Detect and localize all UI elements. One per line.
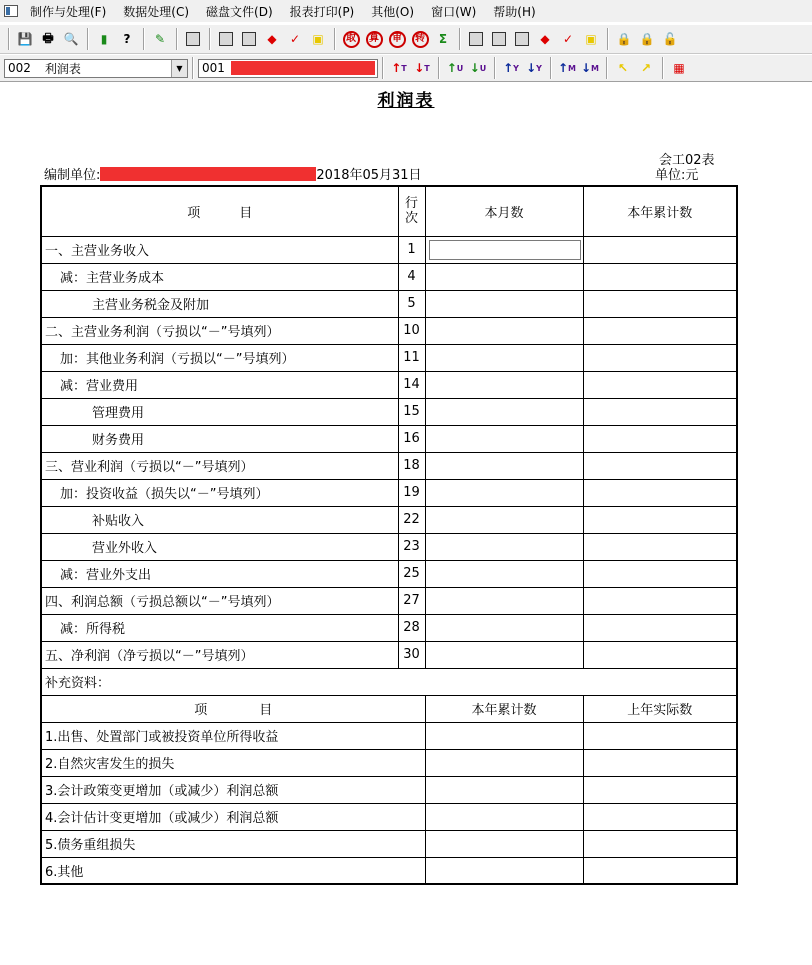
supp-prev-cell[interactable] (583, 722, 737, 749)
supp-ytd-cell[interactable] (425, 776, 583, 803)
menu-make-process[interactable]: 制作与处理(F) (30, 4, 107, 19)
table-row (41, 317, 737, 344)
row-month-cell[interactable] (425, 398, 583, 425)
row-item: 减：主营业务成本 (41, 263, 398, 290)
next-month-icon[interactable]: ↓ M (580, 61, 600, 75)
row-item: 二、主营业务利润（亏损以“－”号填列） (41, 317, 398, 344)
export-icon-2[interactable] (511, 28, 533, 50)
toolbar-separator (143, 28, 145, 50)
row-line: 16 (398, 425, 425, 452)
row-item: 减：所得税 (41, 614, 398, 641)
archive-icon-2[interactable]: ▣ (585, 32, 597, 46)
header-ytd: 本年累计数 (583, 186, 737, 236)
page-title: 利润表 (377, 91, 435, 111)
lock-icon-2[interactable]: 🔒 (639, 32, 655, 46)
export-icon[interactable] (238, 28, 260, 50)
supp-item: 4.会计估计变更增加（或减少）利润总额 (41, 803, 425, 830)
audit-icon[interactable]: 审 (386, 28, 408, 50)
row-month-cell[interactable] (425, 560, 583, 587)
row-line: 11 (398, 344, 425, 371)
table-row (41, 263, 737, 290)
supp-prev-cell[interactable] (583, 776, 737, 803)
report-name: 利润表 (44, 61, 81, 76)
menu-data-process[interactable]: 数据处理(C) (123, 4, 190, 19)
table-row (41, 641, 737, 668)
row-line: 15 (398, 398, 425, 425)
row-month-cell[interactable] (425, 425, 583, 452)
row-line: 10 (398, 317, 425, 344)
first-sheet-icon[interactable]: ↑ T (391, 61, 407, 75)
header-month: 本月数 (425, 186, 583, 236)
computer-icon-2[interactable] (465, 28, 487, 50)
header-line: 行 次 (398, 186, 425, 236)
menu-bar (0, 0, 812, 22)
report-code: 002 (8, 61, 31, 75)
print-icon[interactable]: 🖶 (42, 30, 54, 45)
row-item: 减：营业外支出 (41, 560, 398, 587)
row-month-cell[interactable] (425, 533, 583, 560)
form-code: 会工02表 (659, 153, 715, 168)
fetch-icon[interactable]: 取 (340, 28, 362, 50)
unit-select[interactable] (198, 59, 378, 78)
row-item: 四、利润总额（亏损总额以“－”号填列） (41, 587, 398, 614)
row-item: 减：营业费用 (41, 371, 398, 398)
supplement-row (41, 668, 737, 695)
menu-disk-file[interactable]: 磁盘文件(D) (206, 4, 273, 19)
toolbar-separator (459, 28, 461, 50)
row-month-cell[interactable] (425, 506, 583, 533)
supplement-item-row (41, 722, 737, 749)
row-month-cell[interactable] (425, 290, 583, 317)
supplement-item-row (41, 749, 737, 776)
redacted-unit-name (231, 61, 375, 75)
archive-icon[interactable]: ▣ (312, 32, 324, 46)
supp-prev-cell[interactable] (583, 857, 737, 884)
check-icon[interactable]: ✓ (289, 32, 301, 46)
row-ytd-cell[interactable] (583, 587, 737, 614)
row-item: 一、主营业务收入 (41, 236, 398, 263)
row-ytd-cell[interactable] (583, 560, 737, 587)
toolbar-separator (192, 57, 194, 79)
main-toolbar (0, 24, 812, 54)
toolbar-separator (209, 28, 211, 50)
row-ytd-cell[interactable] (583, 317, 737, 344)
check-icon-2[interactable]: ✓ (562, 32, 574, 46)
calculate-icon[interactable]: 算 (363, 28, 385, 50)
row-line: 1 (398, 236, 425, 263)
row-line: 25 (398, 560, 425, 587)
supp-item: 5.债务重组损失 (41, 830, 425, 857)
row-item: 加：其他业务利润（亏损以“－”号填列） (41, 344, 398, 371)
row-item: 营业外收入 (41, 533, 398, 560)
row-ytd-cell[interactable] (583, 614, 737, 641)
row-item: 管理费用 (41, 398, 398, 425)
clear-icon[interactable]: ◆ (267, 32, 277, 46)
menu-other[interactable]: 其他(O) (371, 4, 415, 19)
row-ytd-cell[interactable] (583, 641, 737, 668)
row-line: 22 (398, 506, 425, 533)
table-row (41, 614, 737, 641)
supp-item: 6.其他 (41, 857, 425, 884)
toolbar-separator (8, 28, 10, 50)
row-ytd-cell[interactable] (583, 398, 737, 425)
table-row (41, 344, 737, 371)
supplement-header (41, 695, 737, 722)
row-item: 三、营业利润（亏损以“－”号填列） (41, 452, 398, 479)
row-ytd-cell[interactable] (583, 344, 737, 371)
table-row (41, 452, 737, 479)
table-row (41, 560, 737, 587)
app-icon[interactable] (4, 5, 18, 17)
table-row (41, 506, 737, 533)
menu-report-print[interactable]: 报表打印(P) (289, 4, 355, 19)
prev-year-icon[interactable]: ↑ Y (503, 61, 519, 75)
supplement-label: 补充资料： (41, 668, 737, 695)
toolbar-separator (87, 28, 89, 50)
toolbar-separator (382, 57, 384, 79)
row-item: 主营业务税金及附加 (41, 290, 398, 317)
row-ytd-cell[interactable] (583, 452, 737, 479)
table-row (41, 290, 737, 317)
row-ytd-cell[interactable] (583, 263, 737, 290)
prev-unit-icon[interactable]: ↑ U (446, 61, 464, 75)
supp-item: 3.会计政策变更增加（或减少）利润总额 (41, 776, 425, 803)
table-row (41, 398, 737, 425)
supp-ytd-cell[interactable] (425, 830, 583, 857)
toolbar-separator (607, 28, 609, 50)
row-line: 4 (398, 263, 425, 290)
row-ytd-cell[interactable] (583, 425, 737, 452)
prev-icon[interactable]: ↖ (617, 61, 629, 75)
row-line: 30 (398, 641, 425, 668)
supp-ytd-cell[interactable] (425, 722, 583, 749)
table-row (41, 236, 737, 263)
help-icon[interactable]: ? (123, 32, 131, 46)
unit-code: 001 (202, 61, 225, 75)
row-month-cell[interactable] (425, 479, 583, 506)
recalc-icon[interactable]: ✎ (154, 32, 166, 46)
convert-icon[interactable]: 转 (409, 28, 431, 50)
row-line: 27 (398, 587, 425, 614)
income-statement-table (40, 185, 738, 885)
menu-help[interactable]: 帮助(H) (493, 4, 536, 19)
calendar-icon[interactable]: ▦ (673, 61, 685, 75)
supp-header-prev: 上年实际数 (583, 695, 737, 722)
org-label: 编制单位: (44, 168, 101, 183)
row-item: 五、净利润（净亏损以“－”号填列） (41, 641, 398, 668)
supp-prev-cell[interactable] (583, 803, 737, 830)
supp-ytd-cell[interactable] (425, 803, 583, 830)
row-month-cell[interactable] (425, 317, 583, 344)
currency-unit: 单位:元 (655, 168, 699, 183)
toolbar-separator (662, 57, 664, 79)
last-sheet-icon[interactable]: ↓ T (414, 61, 430, 75)
table-row (41, 533, 737, 560)
unlock-icon[interactable]: 🔓 (662, 32, 678, 46)
supplement-item-row (41, 857, 737, 884)
supplement-item-row (41, 830, 737, 857)
toolbar-separator (494, 57, 496, 79)
import-icon[interactable] (215, 28, 237, 50)
row-item: 加：投资收益（损失以“－”号填列） (41, 479, 398, 506)
print-preview-icon[interactable]: 🔍 (63, 32, 79, 46)
row-month-cell[interactable] (425, 614, 583, 641)
computer-icon[interactable] (182, 28, 204, 50)
row-line: 5 (398, 290, 425, 317)
next-unit-icon[interactable]: ↓ U (469, 61, 487, 75)
sum-icon[interactable]: Σ (438, 32, 448, 46)
row-line: 28 (398, 614, 425, 641)
row-ytd-cell[interactable] (583, 236, 737, 263)
header-item: 项 目 (41, 186, 398, 236)
row-line: 23 (398, 533, 425, 560)
supp-ytd-cell[interactable] (425, 857, 583, 884)
table-header (41, 186, 737, 236)
supp-prev-cell[interactable] (583, 830, 737, 857)
toolbar-separator (438, 57, 440, 79)
row-ytd-cell[interactable] (583, 479, 737, 506)
toolbar-separator (334, 28, 336, 50)
supp-prev-cell[interactable] (583, 749, 737, 776)
menu-window[interactable]: 窗口(W) (431, 4, 477, 19)
row-item: 财务费用 (41, 425, 398, 452)
report-date: 2018年05月31日 (316, 168, 422, 183)
row-line: 14 (398, 371, 425, 398)
table-row (41, 587, 737, 614)
row-item: 补贴收入 (41, 506, 398, 533)
row-month-cell[interactable] (425, 371, 583, 398)
chevron-down-icon[interactable]: ▼ (171, 60, 187, 77)
table-row (41, 479, 737, 506)
organization-line (44, 164, 422, 183)
row-ytd-cell[interactable] (583, 371, 737, 398)
row-month-cell[interactable] (425, 452, 583, 479)
row-month-cell[interactable] (425, 587, 583, 614)
next-icon[interactable]: ↗ (640, 61, 652, 75)
report-select[interactable] (4, 59, 188, 78)
next-year-icon[interactable]: ↓ Y (526, 61, 542, 75)
lock-icon[interactable]: 🔒 (616, 32, 632, 46)
import-icon-2[interactable] (488, 28, 510, 50)
save-icon[interactable]: 💾 (17, 32, 33, 46)
clear-icon-2[interactable]: ◆ (540, 32, 550, 46)
toolbar-separator (176, 28, 178, 50)
supplement-item-row (41, 776, 737, 803)
row-ytd-cell[interactable] (583, 290, 737, 317)
table-row (41, 425, 737, 452)
supp-item: 2.自然灾害发生的损失 (41, 749, 425, 776)
active-cell-input[interactable] (429, 240, 581, 260)
row-line: 18 (398, 452, 425, 479)
supp-item: 1.出售、处置部门或被投资单位所得收益 (41, 722, 425, 749)
supp-header-ytd: 本年累计数 (425, 695, 583, 722)
row-ytd-cell[interactable] (583, 533, 737, 560)
prev-month-icon[interactable]: ↑ M (557, 61, 577, 75)
row-ytd-cell[interactable] (583, 506, 737, 533)
calculator-icon[interactable]: ▮ (100, 32, 108, 46)
table-row (41, 371, 737, 398)
report-toolbar (0, 55, 812, 82)
toolbar-separator (550, 57, 552, 79)
row-month-cell[interactable] (425, 236, 583, 263)
redacted-org-name (100, 167, 316, 181)
row-line: 19 (398, 479, 425, 506)
row-month-cell[interactable] (425, 641, 583, 668)
supp-header-item: 项 目 (41, 695, 425, 722)
supplement-item-row (41, 803, 737, 830)
supp-ytd-cell[interactable] (425, 749, 583, 776)
row-month-cell[interactable] (425, 263, 583, 290)
row-month-cell[interactable] (425, 344, 583, 371)
toolbar-separator (606, 57, 608, 79)
